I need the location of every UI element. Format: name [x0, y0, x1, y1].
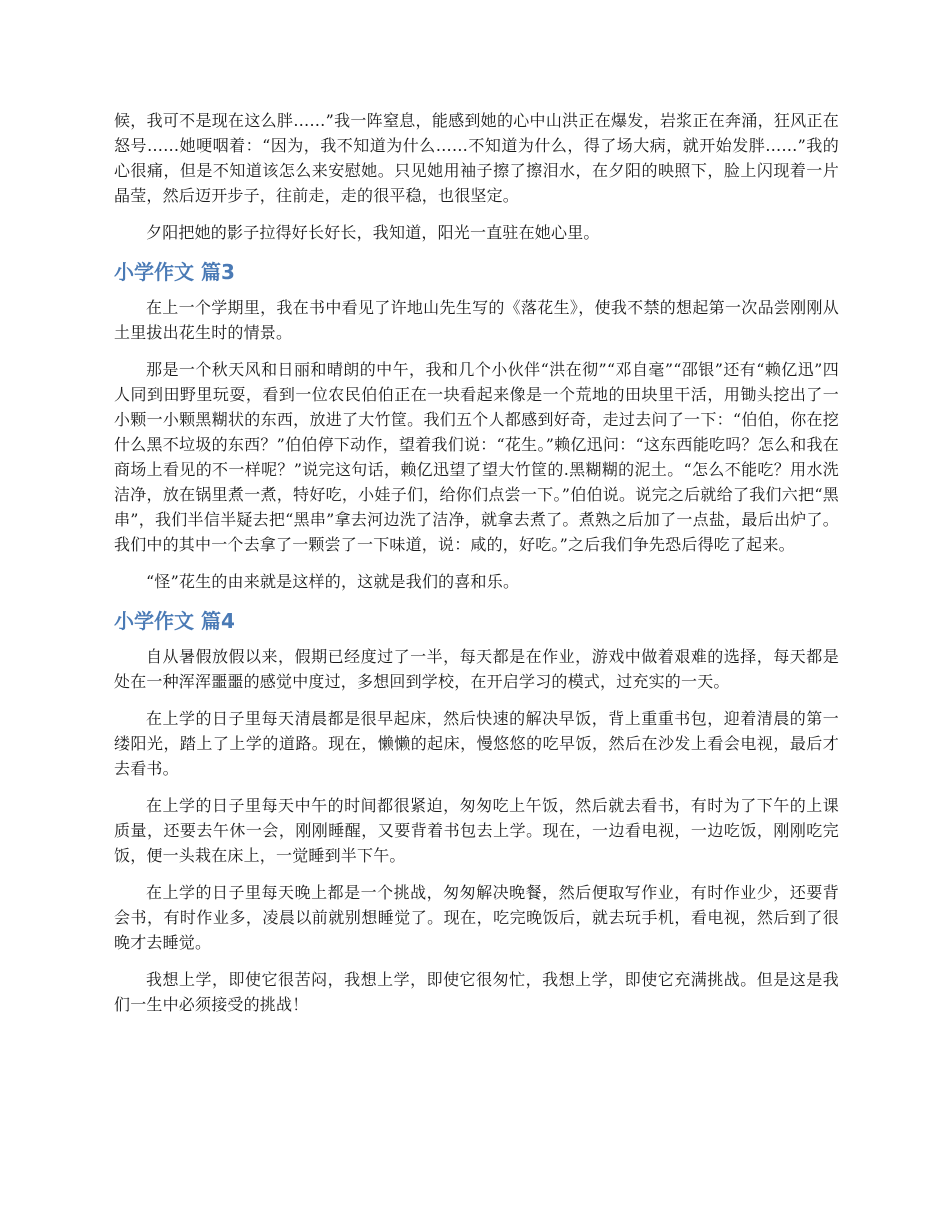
section-heading-4: 小学作文 篇4: [114, 609, 235, 633]
paragraph: “怪”花生的由来就是这样的，这就是我们的喜和乐。: [146, 572, 520, 591]
paragraph: 自从暑假放假以来，假期已经度过了一半，每天都是在作业，游戏中做着艰难的选择，每天都是处在一种浑浑噩噩的感觉中度过，多想回到学校，在开启学习的模式，过充实的一天。: [114, 647, 839, 691]
paragraph-continuation: 候，我可不是现在这么胖……”我一阵窒息，能感到她的心中山洪正在爆发，岩浆正在奔涌，狂风正在怒号……她哽咽着：“因为，我不知道为什么……不知道为什么，得了场大病，就开始发胖……”我的心很痛，但是不知道该怎么来安慰她。只见她用袖子擦了擦泪水，在夕阳的映照下，脸上闪现着一片晶莹，然后迈开步子，往前走，走的很平稳，也很坚定。: [114, 111, 839, 205]
paragraph: 夕阳把她的影子拉得好长好长，我知道，阳光一直驻在她心里。: [146, 223, 600, 242]
paragraph: 在上学的日子里每天晚上都是一个挑战，匆匆解决晚餐，然后便取写作业，有时作业少，还要背会书，有时作业多，凌晨以前就别想睡觉了。现在，吃完晚饭后，就去玩手机，看电视，然后到了很晚才去睡觉。: [114, 883, 839, 952]
document-page: [114, 108, 839, 1029]
paragraph: 那是一个秋天风和日丽和晴朗的中午，我和几个小伙伴“洪在彻”“邓自毫”“邵银”还有“赖亿迅”四人同到田野里玩耍，看到一位农民伯伯正在一块看起来像是一个荒地的田块里干活，用锄头挖出了一小颗一小颗黑糊状的东西，放进了大竹筐。我们五个人都感到好奇，走过去问了一下：“伯伯，你在挖什么黑不垃圾的东西？”伯伯停下动作，望着我们说：“花生。”赖亿迅问：“这东西能吃吗？怎么和我在商场上看见的不一样呢？”说完这句话，赖亿迅望了望大竹筐的.黑糊糊的泥土。“怎么不能吃？用水洗洁净，放在锅里煮一煮，特好吃，小娃子们，给你们点尝一下。”伯伯说。说完之后就给了我们六把“黑串”，我们半信半疑去把“黑串”拿去河边洗了洁净，就拿去煮了。煮熟之后加了一点盐，最后出炉了。我们中的其中一个去拿了一颗尝了一下味道，说：咸的，好吃。”之后我们争先恐后得吃了起来。: [114, 360, 839, 554]
section-heading-3: 小学作文 篇3: [114, 260, 235, 284]
paragraph: 在上学的日子里每天清晨都是很早起床，然后快速的解决早饭，背上重重书包，迎着清晨的第一缕阳光，踏上了上学的道路。现在，懒懒的起床，慢悠悠的吃早饭，然后在沙发上看会电视，最后才去看书。: [114, 709, 839, 778]
paragraph: 在上一个学期里，我在书中看见了许地山先生写的《落花生》，使我不禁的想起第一次品尝刚刚从土里拔出花生时的情景。: [114, 298, 839, 342]
paragraph: 在上学的日子里每天中午的时间都很紧迫，匆匆吃上午饭，然后就去看书，有时为了下午的上课质量，还要去午休一会，刚刚睡醒，又要背着书包去上学。现在，一边看电视，一边吃饭，刚刚吃完饭，便一头栽在床上，一觉睡到半下午。: [114, 796, 839, 865]
paragraph: 我想上学，即使它很苦闷，我想上学，即使它很匆忙，我想上学，即使它充满挑战。但是这是我们一生中必须接受的挑战！: [114, 970, 839, 1014]
